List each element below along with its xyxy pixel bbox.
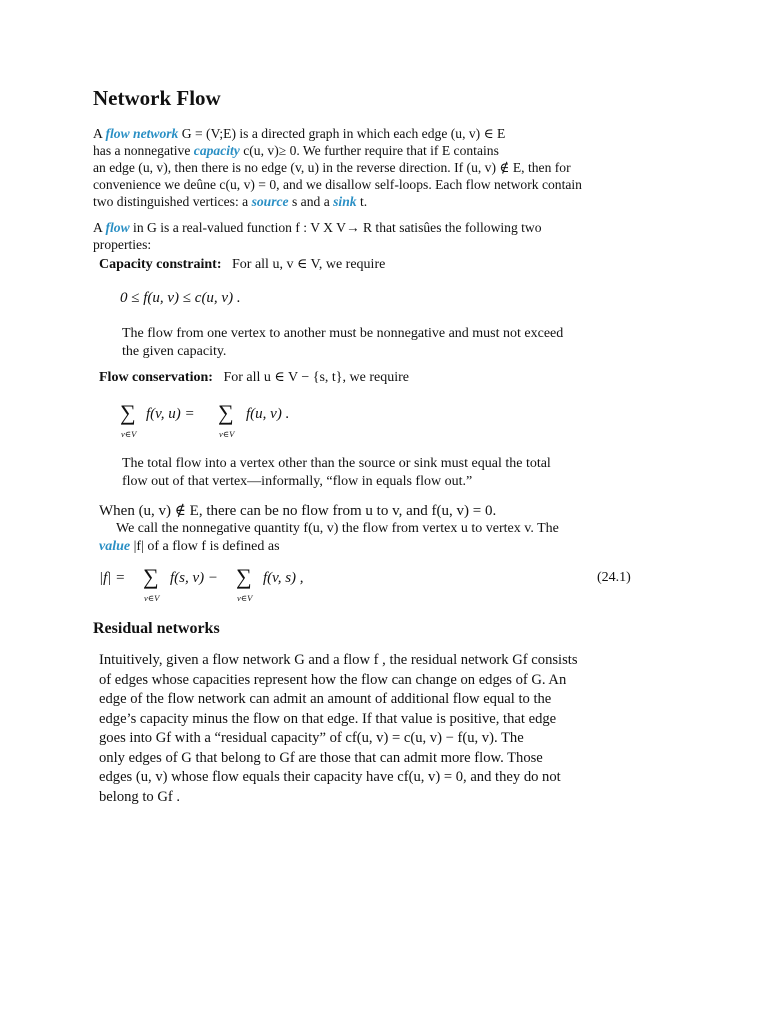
capacity-equation: 0 ≤ f(u, v) ≤ c(u, v) . <box>120 290 241 306</box>
text: convenience we deûne c(u, v) = 0, and we disallow self-loops. Each flow network contain <box>93 177 582 192</box>
sum-subscript: v∈V <box>121 429 137 439</box>
sum-subscript: v∈V <box>237 593 253 603</box>
text: the given capacity. <box>122 344 227 359</box>
text: A <box>93 220 106 235</box>
equation-term1: f(s, v) − <box>170 570 219 586</box>
text: The total flow into a vertex other than the source or sink must equal the total <box>122 456 551 471</box>
paragraph-line: only edges of G that belong to Gf are those that can admit more flow. Those <box>99 749 543 766</box>
sum-symbol: ∑ <box>218 400 234 425</box>
text: properties: <box>93 237 152 252</box>
equation-lhs: f(v, u) = <box>146 406 195 422</box>
text: For all u, v ∈ V, we require <box>232 257 386 272</box>
text: We call the nonnegative quantity f(u, v) the flow from vertex u to vertex v. The <box>116 521 559 536</box>
page-title: Network Flow <box>93 86 221 110</box>
text: G = (V;E) is a directed graph in which each edge (u, v) ∈ E <box>178 126 506 141</box>
keyword-source: source <box>251 194 289 209</box>
text: The flow from one vertex to another must be nonnegative and must not exceed <box>122 326 564 341</box>
text: c(u, v)≥ 0. We further require that if E contains <box>239 143 499 158</box>
no-edge-sentence: When (u, v) ∉ E, there can be no flow from u to v, and f(u, v) = 0. <box>99 503 497 519</box>
keyword-flow-network: flow network <box>105 126 179 141</box>
sum-symbol: ∑ <box>143 564 159 589</box>
conservation-explanation <box>122 455 662 491</box>
flow-conservation-label: Flow conservation: <box>99 370 213 385</box>
sum-symbol: ∑ <box>120 400 136 425</box>
sum-symbol: ∑ <box>236 564 252 589</box>
equation-rhs: f(u, v) . <box>246 406 290 422</box>
text: in G is a real-valued function f : V X V→ R that satisûes the following two <box>129 220 542 235</box>
equation-lhs: |f| = <box>99 570 126 586</box>
paragraph-line: edge’s capacity minus the flow on that edge. If that value is positive, that edge <box>99 710 557 727</box>
text: flow out of that vertex—informally, “flow in equals flow out.” <box>122 474 473 489</box>
equation-number: (24.1) <box>597 570 631 585</box>
text: has a nonnegative <box>93 143 194 158</box>
residual-paragraph <box>99 651 666 807</box>
keyword-value: value <box>99 539 131 554</box>
definition-paragraph <box>93 125 673 210</box>
text: two distinguished vertices: a <box>93 194 252 209</box>
capacity-constraint-label: Capacity constraint: <box>99 257 222 272</box>
paragraph-line: goes into Gf with a “residual capacity” of cf(u, v) = c(u, v) − f(u, v). The <box>99 730 524 746</box>
sum-subscript: v∈V <box>144 593 160 603</box>
paragraph-line: edge of the flow network can admit an amount of additional flow equal to the <box>99 691 552 707</box>
sum-subscript: v∈V <box>219 429 235 439</box>
text: |f| of a flow f is defined as <box>130 539 280 554</box>
paragraph-line: edges (u, v) whose flow equals their capacity have cf(u, v) = 0, and they do not <box>99 769 561 785</box>
keyword-flow: flow <box>105 220 130 235</box>
text: s and a <box>288 194 334 209</box>
section-heading-residual: Residual networks <box>93 620 220 637</box>
flow-conservation-heading <box>99 369 659 387</box>
flow-definition-paragraph <box>93 219 673 253</box>
text: t. <box>356 194 368 209</box>
text: A <box>93 126 106 141</box>
paragraph-line: of edges whose capacities represent how the flow can change on edges of G. An <box>99 671 567 688</box>
paragraph-line: belong to Gf . <box>99 788 181 805</box>
capacity-constraint-heading <box>99 256 659 274</box>
text: an edge (u, v), then there is no edge (v, u) in the reverse direction. If (u, v) ∉ E, then for <box>93 160 571 175</box>
text: For all u ∈ V − {s, t}, we require <box>223 370 409 385</box>
keyword-capacity: capacity <box>193 143 240 158</box>
paragraph-line: Intuitively, given a flow network G and a flow f , the residual network Gf consists <box>99 652 578 668</box>
capacity-explanation <box>122 325 662 361</box>
keyword-sink: sink <box>333 194 357 209</box>
value-paragraph <box>99 520 659 556</box>
equation-term2: f(v, s) , <box>263 570 304 586</box>
